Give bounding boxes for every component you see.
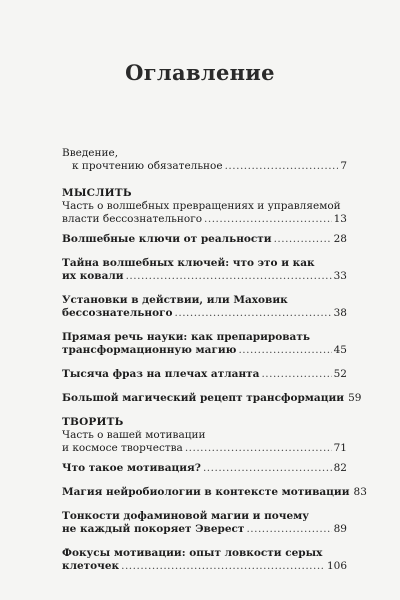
toc-entry-line: Тайна волшебных ключей: что это и как: [62, 257, 315, 269]
page-number: 7: [340, 160, 347, 172]
toc-entry-leader-row: [62, 307, 347, 320]
toc-entry-text: Большой магический рецепт трансформации: [62, 392, 345, 404]
table-of-contents: [62, 147, 367, 584]
toc-entry-text: клеточек: [62, 560, 120, 572]
toc-entry-line: Введение,: [62, 147, 119, 159]
toc-entry-leader-row: [62, 462, 347, 475]
toc-entry-text: власти бессознательного: [62, 213, 203, 225]
dot-leader: [185, 442, 332, 455]
toc-entry-leader-row: [62, 160, 347, 173]
toc-part: [62, 416, 347, 455]
page-number: 38: [333, 307, 347, 319]
dot-leader: [121, 560, 325, 573]
dot-leader: [175, 307, 332, 320]
toc-part: [62, 187, 347, 226]
toc-chapter: [62, 510, 347, 536]
page-number: 71: [333, 442, 347, 454]
toc-entry-line: Фокусы мотивации: опыт ловкости серых: [62, 547, 323, 559]
toc-entry-text: Магия нейробиологии в контексте мотивации: [62, 486, 350, 498]
toc-entry-line: Часть о волшебных превращениях и управляемой: [62, 200, 341, 212]
toc-entry-line: Часть о вашей мотивации: [62, 429, 206, 441]
dot-leader: [238, 344, 331, 357]
toc-chapter: [62, 331, 347, 357]
toc-entry-leader-row: [62, 392, 362, 405]
toc-chapter: [62, 294, 347, 320]
toc-entry-text: не каждый покоряет Эверест: [62, 523, 245, 535]
page-number: 28: [333, 233, 347, 245]
toc-entry-text: трансформационную магию: [62, 344, 237, 356]
page-number: 83: [353, 486, 367, 498]
toc-entry-text: Волшебные ключи от реальности: [62, 233, 272, 245]
page-number: 106: [326, 560, 347, 572]
toc-chapter: [62, 486, 367, 499]
toc-entry-line: Тонкости дофаминовой магии и почему: [62, 510, 309, 522]
dot-leader: [203, 462, 332, 475]
toc-chapter: [62, 233, 347, 246]
dot-leader: [225, 160, 339, 173]
toc-entry-leader-row: [62, 270, 347, 283]
page-number: 52: [333, 368, 347, 380]
dot-leader: [126, 270, 332, 283]
toc-entry-text: к прочтению обязательное: [72, 160, 223, 172]
page-number: 33: [333, 270, 347, 282]
toc-entry-leader-row: [62, 442, 347, 455]
toc-entry-text: бессознательного: [62, 307, 173, 319]
page-title: Оглавление: [125, 60, 275, 85]
dot-leader: [261, 368, 331, 381]
toc-entry-line: Установки в действии, или Маховик: [62, 294, 288, 306]
toc-chapter: [62, 462, 347, 475]
toc-entry-line: Прямая речь науки: как препарировать: [62, 331, 310, 343]
page-number: 45: [333, 344, 347, 356]
toc-chapter: [62, 392, 362, 405]
toc-chapter: [62, 368, 347, 381]
toc-entry-leader-row: [62, 368, 347, 381]
toc-entry-leader-row: [62, 213, 347, 226]
toc-entry-text: и космосе творчества: [62, 442, 183, 454]
toc-part-label: ТВОРИТЬ: [62, 416, 124, 428]
toc-entry-text: их ковали: [62, 270, 124, 282]
toc-entry-leader-row: [62, 560, 347, 573]
dot-leader: [274, 233, 332, 246]
dot-leader: [246, 523, 331, 536]
page-number: 82: [333, 462, 347, 474]
toc-chapter: [62, 547, 347, 573]
toc-entry-leader-row: [62, 344, 347, 357]
toc-entry-text: Тысяча фраз на плечах атланта: [62, 368, 260, 380]
toc-entry-leader-row: [62, 233, 347, 246]
toc-entry-text: Что такое мотивация?: [62, 462, 201, 474]
toc-chapter: [62, 257, 347, 283]
page-number: 13: [333, 213, 347, 225]
dot-leader: [204, 213, 332, 226]
toc-intro: [62, 147, 347, 173]
toc-part-label: МЫСЛИТЬ: [62, 187, 132, 199]
toc-entry-leader-row: [62, 486, 367, 499]
toc-entry-leader-row: [62, 523, 347, 536]
page-number: 89: [333, 523, 347, 535]
page-number: 59: [348, 392, 362, 404]
